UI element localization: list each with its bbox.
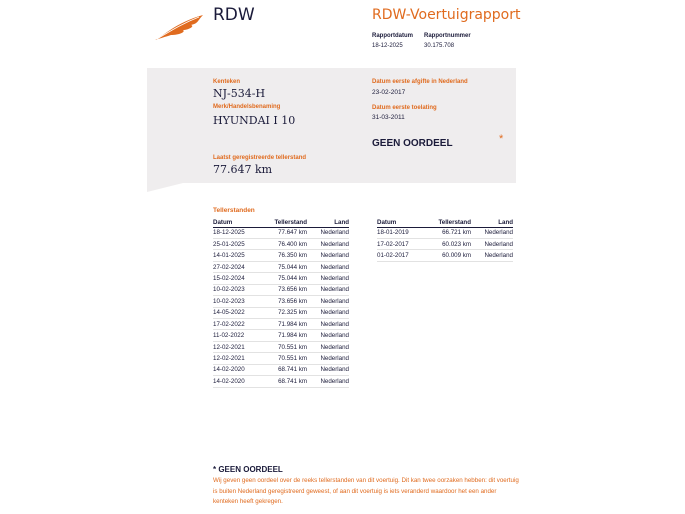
report-number-label: Rapportnummer bbox=[424, 33, 471, 39]
cell-odometer: 68.741 km bbox=[261, 376, 307, 387]
cell-odometer: 68.741 km bbox=[261, 364, 307, 375]
cell-date: 17-02-2022 bbox=[213, 319, 261, 330]
table-row bbox=[213, 307, 349, 318]
rdw-feather-logo bbox=[153, 13, 205, 41]
odometer-table-left bbox=[213, 218, 349, 388]
cell-date: 14-01-2025 bbox=[213, 250, 261, 261]
cell-date: 10-02-2023 bbox=[213, 296, 261, 307]
cell-country: Nederland bbox=[307, 273, 349, 284]
table-row bbox=[213, 273, 349, 284]
cell-country: Nederland bbox=[307, 330, 349, 341]
cell-country: Nederland bbox=[307, 296, 349, 307]
column-header-date: Datum bbox=[377, 218, 425, 227]
cell-odometer: 73.656 km bbox=[261, 296, 307, 307]
panel-tab bbox=[147, 183, 183, 192]
table-row bbox=[213, 364, 349, 375]
table-row bbox=[213, 353, 349, 364]
cell-date: 12-02-2021 bbox=[213, 341, 261, 352]
cell-date: 11-02-2022 bbox=[213, 330, 261, 341]
report-date-label: Rapportdatum bbox=[372, 33, 413, 39]
cell-country: Nederland bbox=[307, 250, 349, 261]
cell-country: Nederland bbox=[307, 227, 349, 238]
last-odometer-label: Laatst geregistreerde tellerstand bbox=[213, 155, 307, 161]
table-row bbox=[213, 296, 349, 307]
cell-odometer: 71.984 km bbox=[261, 330, 307, 341]
table-header-row bbox=[213, 218, 349, 227]
first-nl-value: 23-02-2017 bbox=[372, 89, 406, 96]
cell-country: Nederland bbox=[307, 261, 349, 272]
cell-odometer: 71.984 km bbox=[261, 319, 307, 330]
cell-odometer: 76.350 km bbox=[261, 250, 307, 261]
table-header-row bbox=[377, 218, 513, 227]
table-row bbox=[213, 376, 349, 387]
first-admission-label: Datum eerste toelating bbox=[372, 105, 437, 111]
odometer-rows-right bbox=[377, 227, 513, 261]
table-row bbox=[377, 250, 513, 261]
table-row bbox=[213, 261, 349, 272]
column-header-odometer: Tellerstand bbox=[425, 218, 471, 227]
first-admission-value: 31-03-2011 bbox=[372, 114, 405, 121]
table-row bbox=[213, 330, 349, 341]
footnote-text: Wij geven geen oordeel over de reeks tellerstanden van dit voertuig. Dit kan twee oorzaken hebben: dit voertuig is buiten Nederland geregistreerd geweest, of aan dit voertuig is iets veranderd waardoor het een ander kenteken heeft gekregen. bbox=[213, 477, 519, 505]
report-title: RDW-Voertuigrapport bbox=[372, 7, 521, 23]
cell-date: 01-02-2017 bbox=[377, 250, 425, 261]
model-label: Merk/Handelsbenaming bbox=[213, 104, 281, 110]
cell-country: Nederland bbox=[307, 284, 349, 295]
brand-name: RDW bbox=[213, 5, 255, 25]
table-row bbox=[377, 227, 513, 238]
table-row bbox=[213, 250, 349, 261]
report-date-value: 18-12-2025 bbox=[372, 43, 403, 49]
column-header-odometer: Tellerstand bbox=[261, 218, 307, 227]
cell-odometer: 76.400 km bbox=[261, 238, 307, 249]
vehicle-summary-panel bbox=[147, 68, 516, 183]
cell-country: Nederland bbox=[307, 238, 349, 249]
odometer-section-title: Tellerstanden bbox=[213, 207, 255, 214]
cell-odometer: 60.023 km bbox=[425, 238, 471, 249]
table-row bbox=[213, 284, 349, 295]
cell-odometer: 70.551 km bbox=[261, 353, 307, 364]
plate-value: NJ-534-H bbox=[213, 87, 266, 100]
cell-date: 27-02-2024 bbox=[213, 261, 261, 272]
table-row bbox=[213, 319, 349, 330]
cell-odometer: 66.721 km bbox=[425, 227, 471, 238]
cell-country: Nederland bbox=[307, 376, 349, 387]
cell-odometer: 75.044 km bbox=[261, 261, 307, 272]
last-odometer-value: 77.647 km bbox=[213, 163, 273, 176]
cell-date: 15-02-2024 bbox=[213, 273, 261, 284]
report-number bbox=[424, 33, 471, 49]
cell-date: 14-02-2020 bbox=[213, 364, 261, 375]
cell-odometer: 70.551 km bbox=[261, 341, 307, 352]
report-number-value: 30.175.708 bbox=[424, 43, 455, 49]
cell-country: Nederland bbox=[471, 238, 513, 249]
model-value: HYUNDAI I 10 bbox=[213, 114, 296, 127]
cell-date: 25-01-2025 bbox=[213, 238, 261, 249]
cell-date: 18-12-2025 bbox=[213, 227, 261, 238]
cell-country: Nederland bbox=[471, 250, 513, 261]
cell-date: 17-02-2017 bbox=[377, 238, 425, 249]
cell-odometer: 77.647 km bbox=[261, 227, 307, 238]
table-row bbox=[213, 227, 349, 238]
odometer-rows-left bbox=[213, 227, 349, 387]
column-header-date: Datum bbox=[213, 218, 261, 227]
cell-date: 18-01-2019 bbox=[377, 227, 425, 238]
report-date bbox=[372, 33, 413, 49]
cell-date: 14-02-2020 bbox=[213, 376, 261, 387]
cell-odometer: 60.009 km bbox=[425, 250, 471, 261]
table-row bbox=[213, 341, 349, 352]
cell-date: 12-02-2021 bbox=[213, 353, 261, 364]
cell-country: Nederland bbox=[307, 353, 349, 364]
cell-country: Nederland bbox=[307, 319, 349, 330]
cell-country: Nederland bbox=[307, 341, 349, 352]
column-header-country: Land bbox=[471, 218, 513, 227]
cell-odometer: 73.656 km bbox=[261, 284, 307, 295]
cell-country: Nederland bbox=[471, 227, 513, 238]
cell-date: 14-05-2022 bbox=[213, 307, 261, 318]
column-header-country: Land bbox=[307, 218, 349, 227]
verdict: GEEN OORDEEL bbox=[372, 138, 453, 149]
verdict-marker: * bbox=[499, 133, 504, 145]
table-row bbox=[377, 238, 513, 249]
odometer-table-right bbox=[377, 218, 513, 262]
cell-country: Nederland bbox=[307, 307, 349, 318]
plate-label: Kenteken bbox=[213, 79, 241, 85]
cell-odometer: 72.325 km bbox=[261, 307, 307, 318]
table-row bbox=[213, 238, 349, 249]
cell-country: Nederland bbox=[307, 364, 349, 375]
footnote-title: * GEEN OORDEEL bbox=[213, 465, 283, 474]
cell-date: 10-02-2023 bbox=[213, 284, 261, 295]
cell-odometer: 75.044 km bbox=[261, 273, 307, 284]
first-nl-label: Datum eerste afgifte in Nederland bbox=[372, 79, 468, 85]
